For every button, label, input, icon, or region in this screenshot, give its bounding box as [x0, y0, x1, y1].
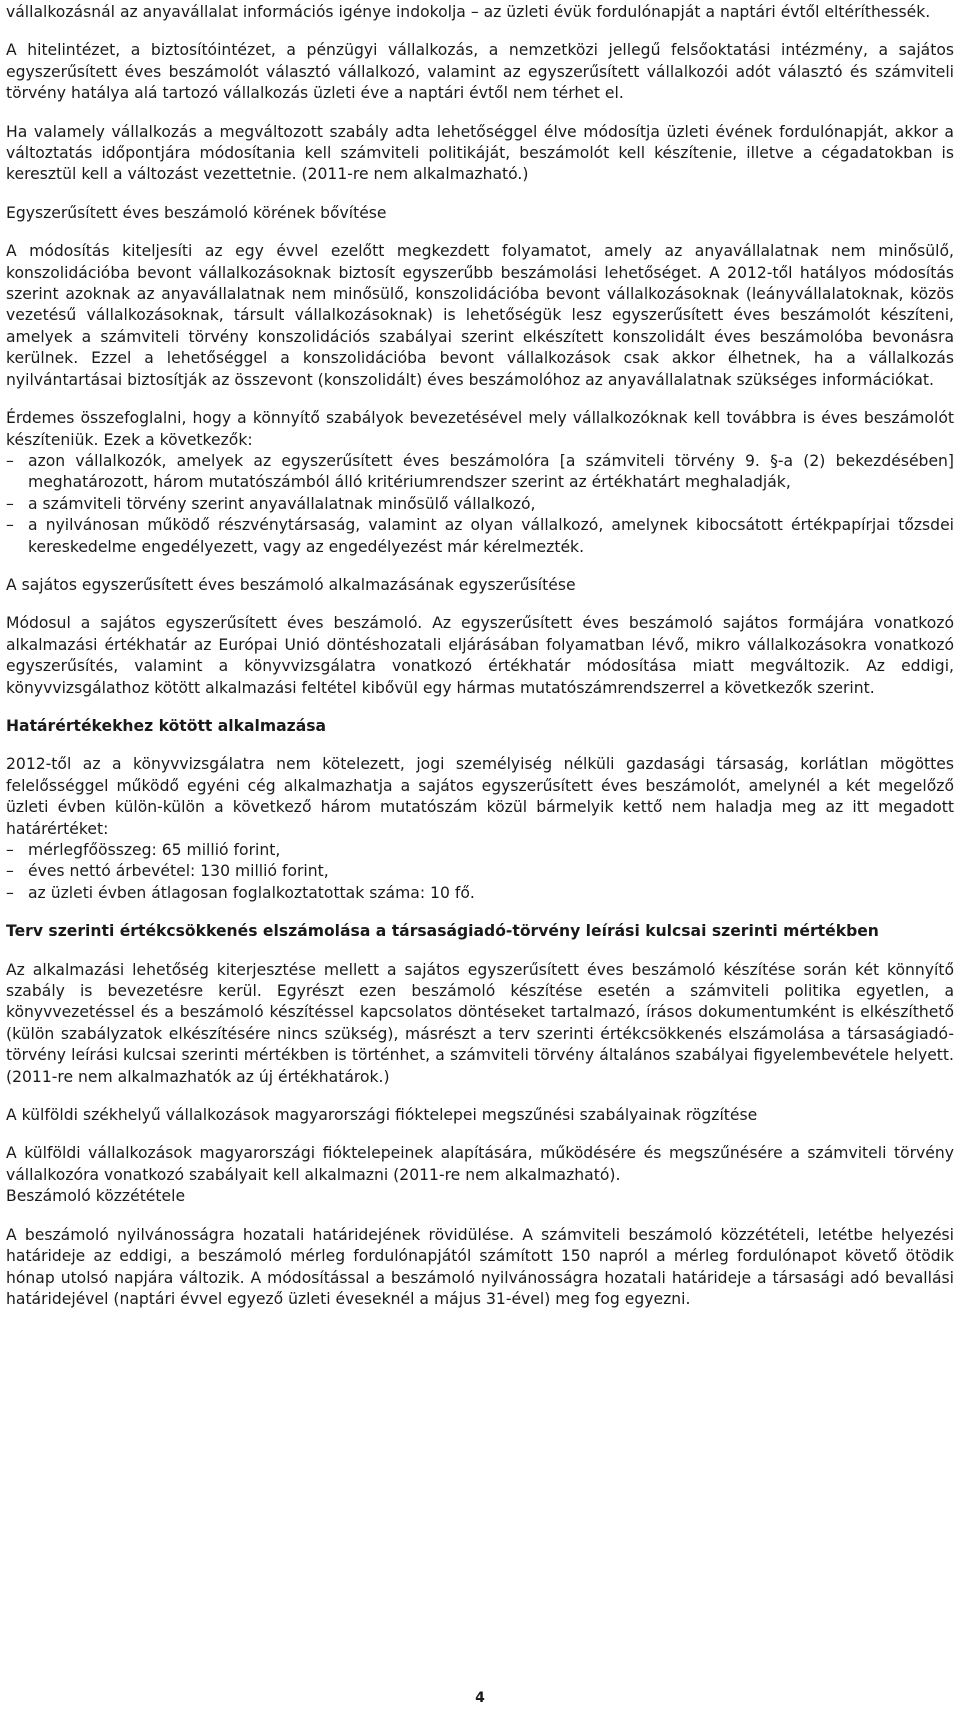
section-heading-special-simplified-report: A sajátos egyszerűsített éves beszámoló alkalmazásának egyszerűsítése [6, 575, 576, 594]
section-heading-foreign-branch-closure: A külföldi székhelyű vállalkozások magyarországi fióktelepei megszűnési szabályainak rögzítése [6, 1106, 758, 1125]
list-item: – a nyilvánosan működő részvénytársaság, valamint az olyan vállalkozó, amelynek kibocsátott értékpapírjai tőzsdei kereskedelme engedélyezett, vagy az engedélyezést már kérelmezték. [6, 515, 954, 558]
list-item: – azon vállalkozók, amelyek az egyszerűsített éves beszámolóra [a számviteli törvény 9. §-a (2) bekezdésében] meghatározott, három mutatószámból álló kritériumrendszer szerint az értékhatárt meghaladják, [6, 451, 954, 494]
section-heading-threshold-application: Határértékekhez kötött alkalmazása [6, 716, 327, 735]
paragraph-balance-date-change: Ha valamely vállalkozás a megváltozott szabály adta lehetőséggel élve módosítja üzleti évének fordulónapját, akkor a változtatás időpontjára módosítania kell számviteli politikáját, beszámolót kell készítenie, illetve a cégadatokban is keresztül kell a változást vezettetnie. (2011-re nem alkalmazható.) [6, 122, 954, 184]
list-annual-report-obligated [6, 451, 954, 558]
section-heading-depreciation: Terv szerinti értékcsökkenés elszámolása a társaságiadó-törvény leírási kulcsai szerinti mértékben [6, 922, 879, 941]
list-item: – mérlegfőösszeg: 65 millió forint, [6, 840, 954, 861]
paragraph-calendar-year-entities: A hitelintézet, a biztosítóintézet, a pénzügyi vállalkozás, a nemzetközi jellegű felsőoktatási intézmény, a sajátos egyszerűsített éves beszámolót választó vállalkozó, valamint az egyszerűsített vállalkozói adót választó és számviteli törvény hatálya alá tartozó vállalkozás üzleti éve a naptári évtől nem térhet el. [6, 41, 954, 103]
paragraph-depreciation-rules: Az alkalmazási lehetőség kiterjesztése mellett a sajátos egyszerűsített éves beszámoló készítése során két könnyítő szabály is bevezetésre kerül. Egyrészt ezen beszámoló készítése esetén a számviteli politika egyetlen, a könyvvezetéssel és a beszámoló készítéssel kapcsolatos döntéseket tartalmazó, írásos dokumentumként is elkészíthető (külön szabályzatok elkészítésére nincs szükség), másrészt a terv szerinti értékcsökkenés elszámolása a társaságiadó-törvény leírási kulcsai szerinti mértékben is történhet, a számviteli törvény általános szabályai figyelembevétele helyett. (2011-re nem alkalmazhatók az új értékhatárok.) [6, 960, 954, 1086]
paragraph-foreign-branch-rules: A külföldi vállalkozások magyarországi fióktelepeinek alapítására, működésére és megszűnésére a számviteli törvény vállalkozóra vonatkozó szabályait kell alkalmazni (2011-re nem alkalmazható). [6, 1144, 954, 1184]
list-item: – a számviteli törvény szerint anyavállalatnak minősülő vállalkozó, [6, 494, 954, 515]
paragraph-annual-report-obligation-intro: Érdemes összefoglalni, hogy a könnyítő szabályok bevezetésével mely vállalkozóknak kell továbbra is éves beszámolót készíteniük. Ezek a következők: [6, 409, 954, 449]
list-item: – az üzleti évben átlagosan foglalkoztatottak száma: 10 fő. [6, 883, 954, 904]
list-threshold-values [6, 840, 954, 904]
document-body [6, 2, 954, 1310]
list-item: – éves nettó árbevétel: 130 millió forint, [6, 861, 954, 882]
section-heading-report-publication: Beszámoló közzététele [6, 1187, 186, 1206]
paragraph-publication-deadline: A beszámoló nyilvánosságra hozatali határidejének rövidülése. A számviteli beszámoló közzétételi, letétbe helyezési határideje az eddigi, a beszámoló mérleg fordulónapjától számított 150 napról a mérleg fordulónapot követő ötödik hónap utolsó napjára változik. A módosítással a beszámoló nyilvánosságra hozatali határideje a társasági adó bevallási határidejével (naptári évvel egyező üzleti éveseknél a május 31-ével) meg fog egyezni. [6, 1225, 954, 1308]
section-heading-simplified-report-scope: Egyszerűsített éves beszámoló körének bővítése [6, 203, 387, 222]
paragraph-fiscal-year-intro: vállalkozásnál az anyavállalat információs igénye indokolja – az üzleti évük fordulónapját a naptári évtől eltéríthessék. [6, 3, 931, 21]
paragraph-threshold-conditions: 2012-től az a könyvvizsgálatra nem kötelezett, jogi személyiség nélküli gazdasági társaság, korlátlan mögöttes felelősséggel működő egyéni cég alkalmazhatja a sajátos egyszerűsített éves beszámolót, amelynél a két megelőző üzleti évben külön-külön a következő három mutatószám közül bármelyik kettő nem haladja meg az itt megadott határértéket: [6, 755, 954, 838]
paragraph-special-simplified-report-change: Módosul a sajátos egyszerűsített éves beszámoló. Az egyszerűsített éves beszámoló sajátos formájára vonatkozó alkalmazási értékhatár az Európai Unió döntéshozatali eljárásában folyamatban lévő, mikro vállalkozásokra vonatkozó egyszerűsítés, valamint a könyvvizsgálatra vonatkozó értékhatár módosítása miatt megváltozik. Az eddigi, könyvvizsgálathoz kötött alkalmazási feltétel kibővül egy hármas mutatószámrendszerrel a következők szerint. [6, 614, 954, 697]
page-number: 4 [475, 1690, 485, 1706]
paragraph-consolidation-simplification: A módosítás kiteljesíti az egy évvel ezelőtt megkezdett folyamatot, amely az anyavállalatnak nem minősülő, konszolidációba bevont vállalkozásoknak biztosít egyszerűbb beszámolási lehetőséget. A 2012-től hatályos módosítás szerint azoknak az anyavállalatnak nem minősülő, konszolidációba bevont vállalkozásoknak (leányvállalatoknak, közös vezetésű vállalkozásoknak, társult vállalkozásoknak) is lehetőségük lesz egyszerűsített éves beszámolót készíteni, amelyek a számviteli törvény konszolidációs szabályai szerint elkészített konszolidált éves beszámolóba bevonásra kerülnek. Ezzel a lehetőséggel a konszolidációba bevont vállalkozások csak akkor élhetnek, ha a vállalkozás nyilvántartásai biztosítják az összevont (konszolidált) éves beszámolóhoz az anyavállalatnak szükséges információkat. [6, 242, 954, 389]
